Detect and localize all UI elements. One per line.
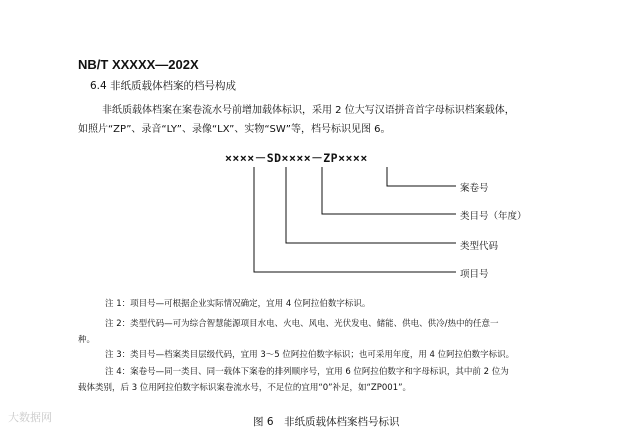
watermark: 大数据网	[8, 411, 52, 424]
connector-category-number	[322, 167, 456, 214]
label-type-code: 类型代码	[460, 241, 499, 252]
label-case-number: 案卷号	[460, 183, 489, 194]
note-2-line-1: 注 2：类型代码—可为综合智慧能源项目水电、火电、风电、光伏发电、储能、供电、供冷/热中的任意一	[105, 319, 499, 329]
connector-case-number	[387, 167, 456, 186]
note-3: 注 3：类目号—档案类目层级代码，宜用 3～5 位阿拉伯数字标识；也可采用年度，用 4 位阿拉伯数字标识。	[105, 350, 515, 360]
note-4-line-1: 注 4：案卷号—同一类目、同一载体下案卷的排列顺序号，宜用 6 位阿拉伯数字和字母标识，其中前 2 位为	[105, 367, 509, 377]
label-category-number: 类目号（年度）	[460, 211, 527, 222]
standard-number: NB/T XXXXX—202X	[78, 57, 199, 72]
paragraph-line-2: 如照片“ZP”、录音“LY”、录像“LX”、实物“SW”等，档号标识见图 6。	[78, 124, 391, 135]
note-2-line-2: 种。	[78, 335, 96, 345]
connector-project-number	[254, 167, 456, 272]
label-project-number: 项目号	[460, 269, 489, 280]
figure-caption: 图 6 非纸质载体档案档号标识	[253, 416, 400, 428]
note-4-line-2: 载体类别，后 3 位用阿拉伯数字标识案卷流水号，不足位的宜用“0”补足，如“ZP001”。	[78, 383, 412, 393]
section-title: 6.4 非纸质载体档案的档号构成	[90, 80, 237, 92]
code-pattern: ××××－SD××××－ZP××××	[225, 151, 368, 165]
paragraph-line-1: 非纸质载体档案在案卷流水号前增加载体标识，采用 2 位大写汉语拼音首字母标识档案载体，	[102, 105, 515, 116]
connector-type-code	[286, 167, 456, 243]
note-1: 注 1：项目号—可根据企业实际情况确定，宜用 4 位阿拉伯数字标识。	[105, 299, 371, 309]
